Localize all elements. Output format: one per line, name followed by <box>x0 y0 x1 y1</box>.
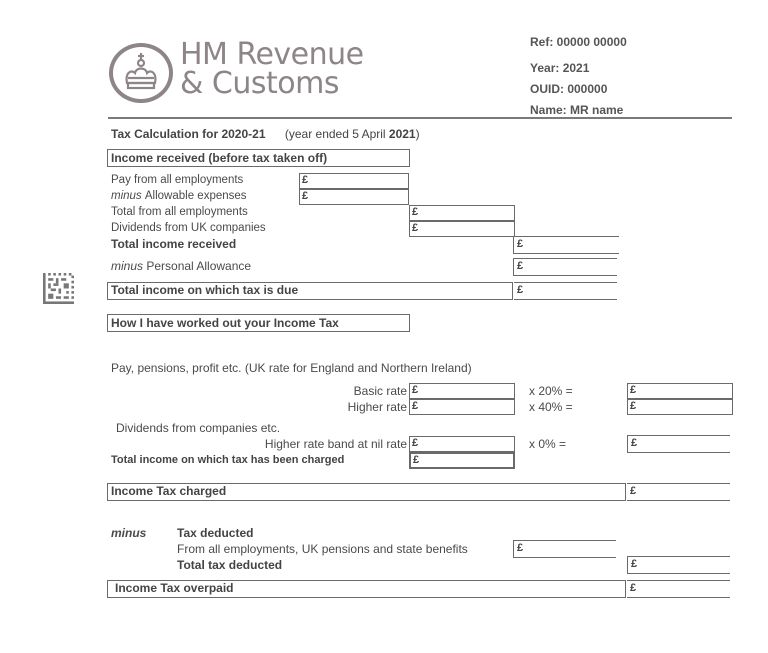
field-total-income-received <box>513 236 619 254</box>
currency-symbol: £ <box>413 454 420 466</box>
ouid: OUID: 000000 <box>530 82 608 96</box>
currency-symbol: £ <box>302 174 309 186</box>
label-from-employments: From all employments, UK pensions and state benefits <box>177 542 468 556</box>
field-allowable-expenses <box>299 189 409 205</box>
currency-symbol: £ <box>630 384 637 396</box>
field-total-employments <box>409 205 515 221</box>
field-income-tax-overpaid <box>627 580 730 598</box>
label-income-tax-charged: Income Tax charged <box>107 483 626 501</box>
currency-symbol: £ <box>517 238 524 250</box>
label-pay-pensions-heading: Pay, pensions, profit etc. (UK rate for England and Northern Ireland) <box>111 361 472 375</box>
title-sub-suffix: ) <box>415 127 420 141</box>
header-divider <box>108 117 732 119</box>
title-sub-prefix: (year ended 5 April <box>284 127 389 141</box>
currency-symbol: £ <box>412 384 419 396</box>
label-total-income-charged: Total income on which tax has been charged <box>111 454 345 466</box>
label-total-employments: Total from all employments <box>111 206 248 218</box>
minus-label: minus <box>111 190 145 202</box>
label-dividends-heading: Dividends from companies etc. <box>116 421 281 435</box>
title-sub-year: 2021 <box>388 127 416 141</box>
title-main: Tax Calculation for 2020-21 <box>111 127 266 141</box>
currency-symbol: £ <box>412 206 419 218</box>
currency-symbol: £ <box>630 582 637 594</box>
field-higher-rate-result <box>627 399 733 415</box>
taxpayer-name: Name: MR name <box>530 103 624 117</box>
currency-symbol: £ <box>631 558 638 570</box>
currency-symbol: £ <box>517 284 524 296</box>
section-income-received: Income received (before tax taken off) <box>107 149 410 167</box>
label-personal-allowance <box>111 259 251 273</box>
field-basic-rate <box>409 383 515 399</box>
field-tax-deducted-employments <box>513 540 616 558</box>
field-pay-employments <box>299 173 409 189</box>
currency-symbol: £ <box>631 437 638 449</box>
currency-symbol: £ <box>302 190 309 202</box>
basic-rate-multiplier: x 20% = <box>529 384 573 398</box>
field-nil-rate-result <box>627 435 730 453</box>
logo-line1: HM Revenue <box>180 37 364 72</box>
label-total-income-received: Total income received <box>111 237 237 251</box>
field-personal-allowance <box>513 258 617 276</box>
hmrc-crest-icon <box>109 43 173 103</box>
label-basic-rate: Basic rate <box>353 384 407 398</box>
field-total-tax-deducted <box>627 556 730 574</box>
field-dividends-uk <box>409 221 515 237</box>
label-allowable-expenses <box>111 190 247 202</box>
higher-rate-multiplier: x 40% = <box>529 400 573 414</box>
field-total-income-charged <box>409 452 515 469</box>
datamatrix-barcode <box>43 273 74 304</box>
label-total-income-due: Total income on which tax is due <box>107 282 513 300</box>
label-nil-rate: Higher rate band at nil rate <box>264 437 407 451</box>
label-total-tax-deducted: Total tax deducted <box>177 558 283 572</box>
label-minus: minus <box>111 526 147 540</box>
calculation-title <box>111 127 420 141</box>
currency-symbol: £ <box>517 542 524 554</box>
field-nil-rate <box>409 436 515 452</box>
section-how-worked-out: How I have worked out your Income Tax <box>107 314 410 332</box>
label-tax-deducted: Tax deducted <box>177 526 254 540</box>
label-higher-rate: Higher rate <box>347 400 407 414</box>
currency-symbol: £ <box>630 400 637 412</box>
currency-symbol: £ <box>517 260 524 272</box>
expenses-label: Allowable expenses <box>144 190 247 202</box>
currency-symbol: £ <box>412 437 419 449</box>
field-total-income-due <box>514 282 617 300</box>
label-dividends-uk: Dividends from UK companies <box>111 222 266 234</box>
allowance-label: Personal Allowance <box>143 259 252 273</box>
currency-symbol: £ <box>412 222 419 234</box>
currency-symbol: £ <box>630 485 637 497</box>
nil-rate-multiplier: x 0% = <box>529 437 567 451</box>
field-higher-rate <box>409 399 515 415</box>
currency-symbol: £ <box>412 400 419 412</box>
logo-line2: & Customs <box>180 66 339 101</box>
year: Year: 2021 <box>530 61 590 75</box>
label-pay-employments: Pay from all employments <box>111 174 244 186</box>
field-income-tax-charged <box>627 483 730 501</box>
hmrc-logo-text <box>180 37 364 101</box>
field-basic-rate-result <box>627 383 733 399</box>
minus-label: minus <box>111 259 144 273</box>
reference: Ref: 00000 00000 <box>530 35 627 49</box>
label-income-tax-overpaid: Income Tax overpaid <box>107 580 626 598</box>
